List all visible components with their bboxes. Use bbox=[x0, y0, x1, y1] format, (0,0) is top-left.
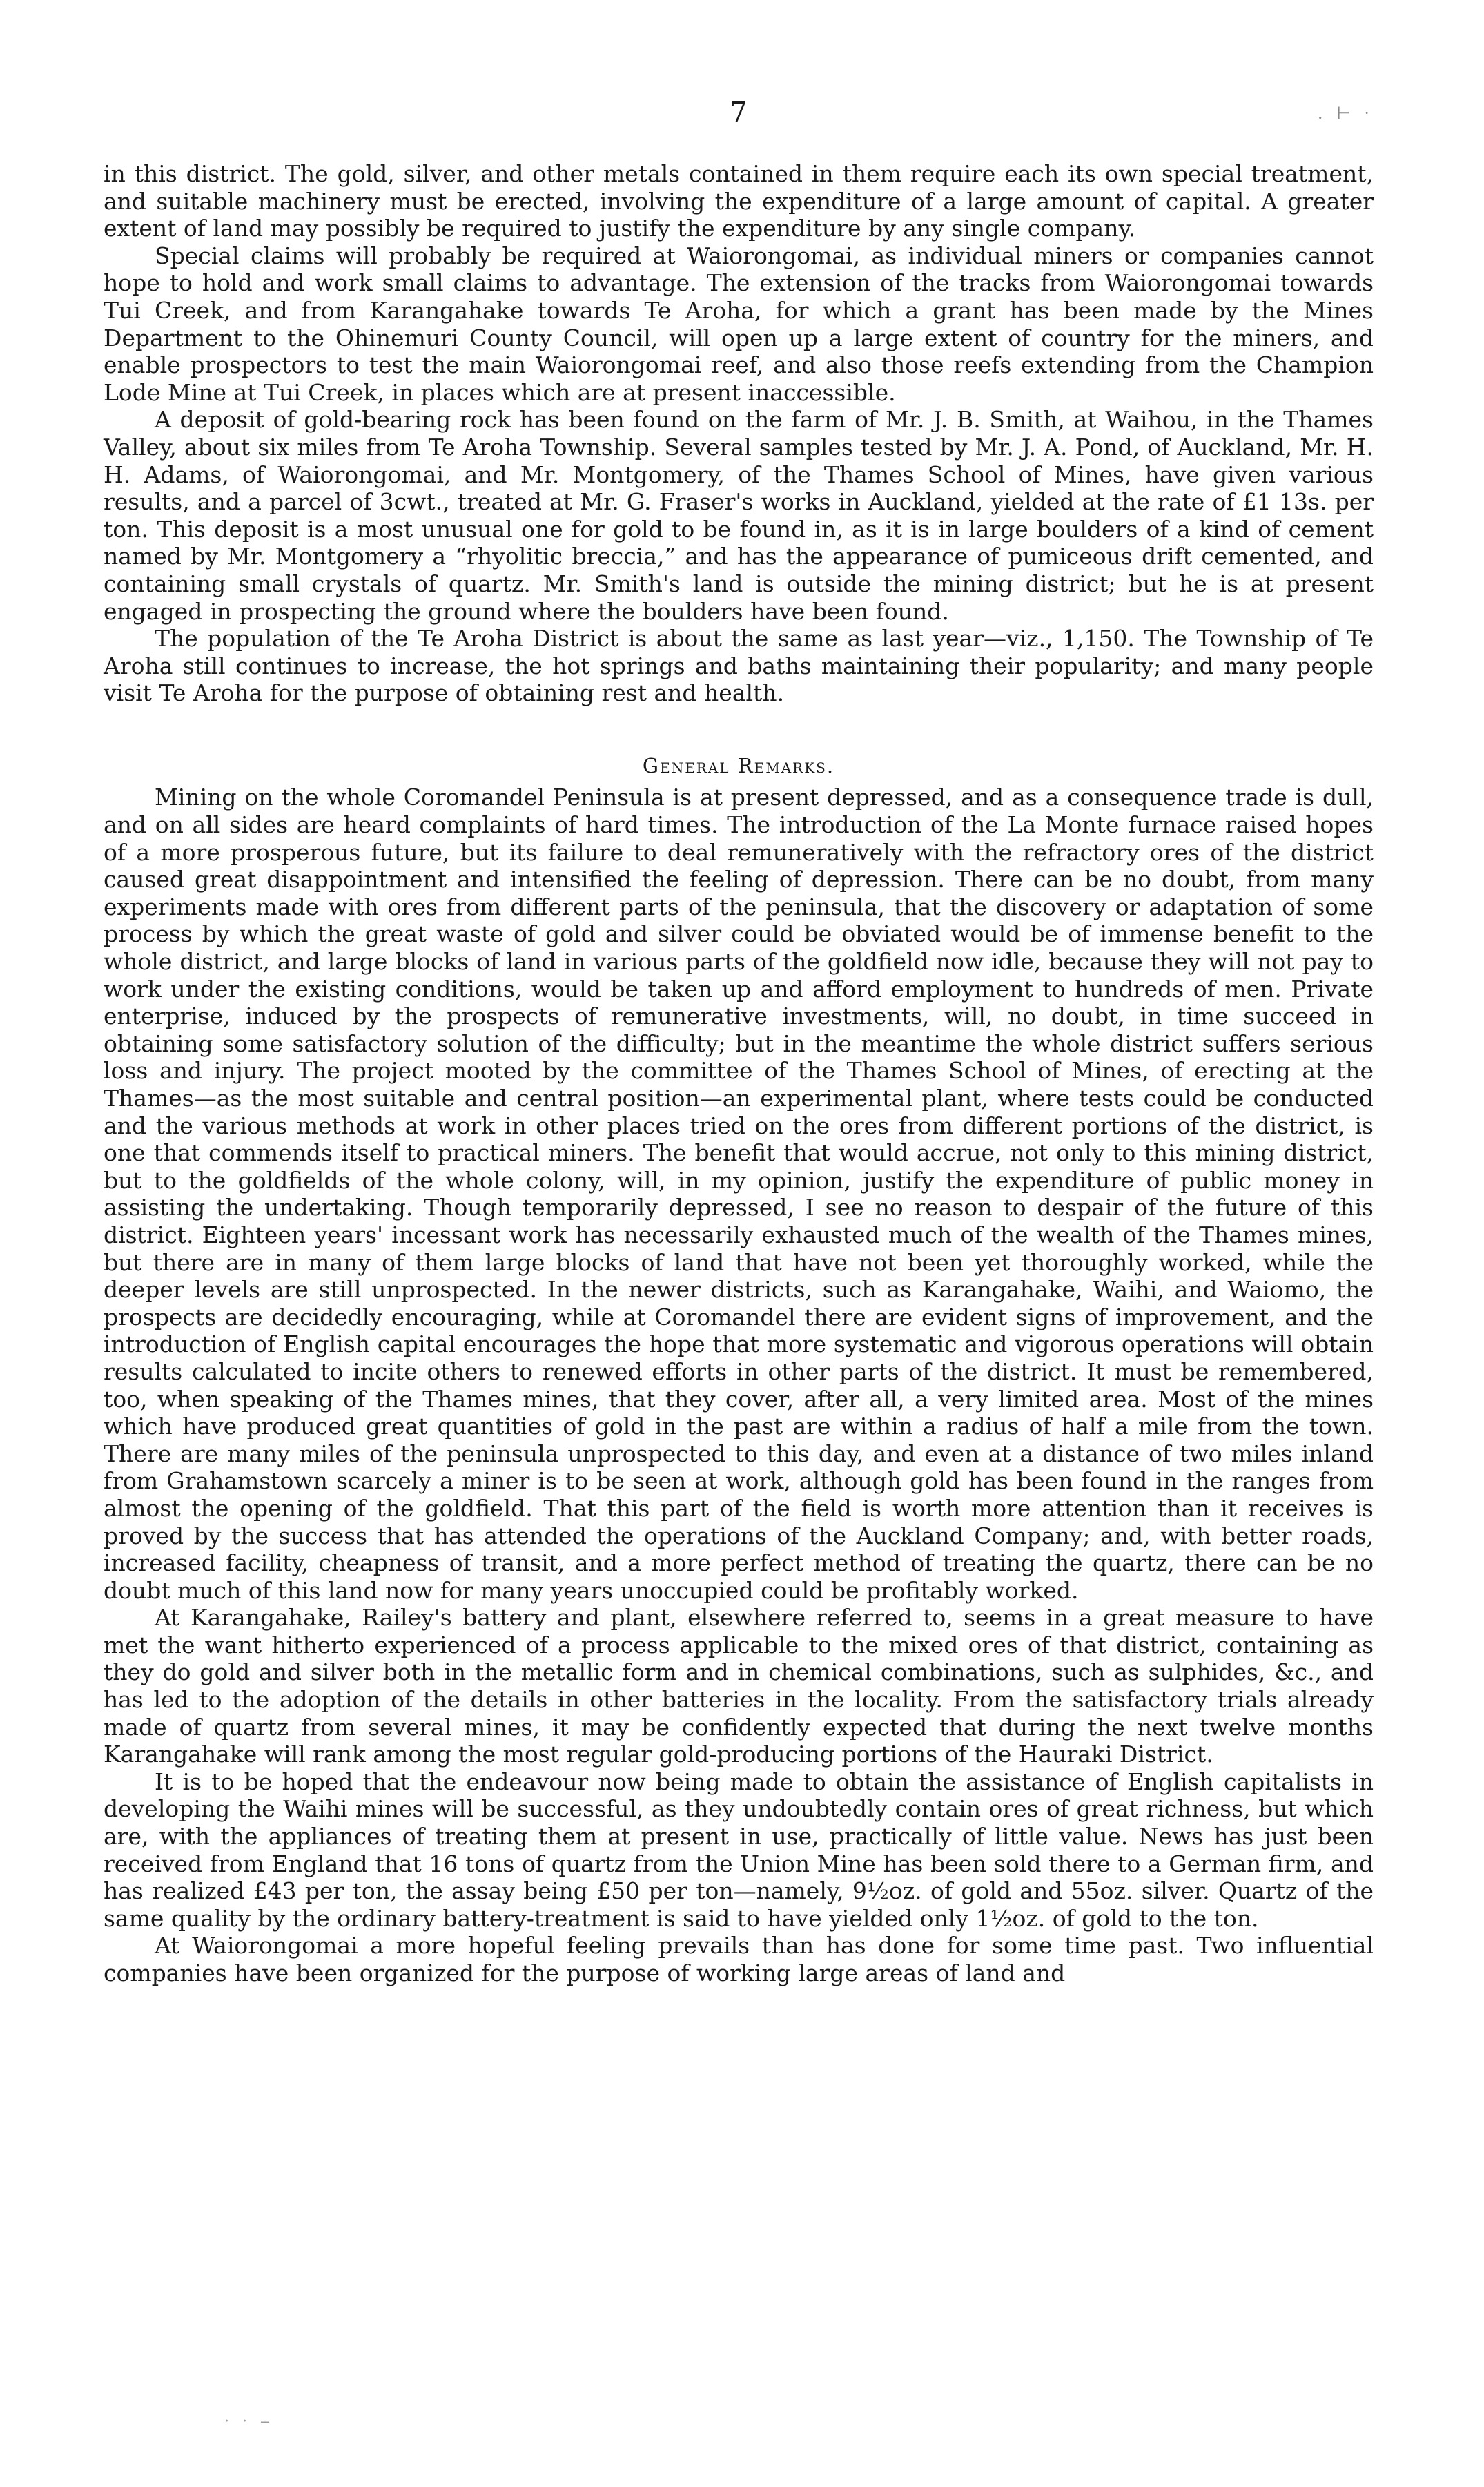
paragraph-special-claims: Special claims will probably be required at Waiorongomai, as individual miners or companies cannot hope to hold and work small claims to advantage. The extension of the tracks from Waiorongomai towards Tui Creek, and from Karangahake towards Te Aroha, for which a grant has been made by the Mines Department to the Ohinemuri County Council, will open up a large extent of country for the miners, and enable prospectors to test the main Waiorongomai reef, and also those reefs extending from the Champion Lode Mine at Tui Creek, in places which are at present inaccessible. bbox=[104, 242, 1374, 406]
paragraph-continued: in this district. The gold, silver, and other metals contained in them require each its own special treatment, and suitable machinery must be erected, involving the expenditure of a large amount of capital. A greater extent of land may possibly be required to justify the expenditure by any single company. bbox=[104, 160, 1374, 242]
paragraph-population: The population of the Te Aroha District is about the same as last year—viz., 1,150. The Township of Te Aroha still continues to increase, the hot springs and baths maintaining their popularity; and many people visit Te Aroha for the purpose of obtaining rest and health. bbox=[104, 625, 1374, 707]
section-heading: General Remarks. bbox=[642, 753, 835, 777]
paragraph-karangahake: At Karangahake, Railey's battery and plant, elsewhere referred to, seems in a great measure to have met the want hitherto experienced of a process applicable to the mixed ores of that district, containing as they do gold and silver both in the metallic form and in chemical combinations, such as sulphides, &c., and has led to the adoption of the details in other batteries in the locality. From the satisfactory trials already made of quartz from several mines, it may be confidently expected that during the next twelve months Karangahake will rank among the most regular gold-producing portions of the Hauraki District. bbox=[104, 1604, 1374, 1768]
corner-mark: . ⊢ · bbox=[1317, 104, 1374, 123]
bottom-mark: · · ‒ bbox=[224, 2413, 274, 2430]
paragraph-waiorongomai: At Waiorongomai a more hopeful feeling prevails than has done for some time past. Two influential companies have been organized for the purpose of working large areas of land and bbox=[104, 1932, 1374, 1986]
document-body bbox=[104, 160, 1374, 1987]
paragraph-mining-depressed: Mining on the whole Coromandel Peninsula is at present depressed, and as a consequence trade is dull, and on all sides are heard complaints of hard times. The introduction of the La Monte furnace raised hopes of a more prosperous future, but its failure to deal remuneratively with the refractory ores of the district caused great disappointment and intensified the feeling of depression. There can be no doubt, from many experiments made with ores from different parts of the peninsula, that the discovery or adaptation of some process by which the great waste of gold and silver could be obviated would be of immense benefit to the whole district, and large blocks of land in various parts of the goldfield now idle, because they will not pay to work under the existing conditions, would be taken up and afford employment to hundreds of men. Private enterprise, induced by the prospects of remunerative investments, will, no doubt, in time succeed in obtaining some satisfactory solution of the difficulty; but in the meantime the whole district suffers serious loss and injury. The project mooted by the committee of the Thames School of Mines, of erecting at the Thames—as the most suitable and central position—an experimental plant, where tests could be conducted and the various methods at work in other places tried on the ores from different portions of the district, is one that commends itself to practical miners. The benefit that would accrue, not only to this mining district, but to the goldfields of the whole colony, will, in my opinion, justify the expenditure of public money in assisting the undertaking. Though temporarily depressed, I see no reason to despair of the future of this district. Eighteen years' incessant work has necessarily exhausted much of the wealth of the Thames mines, but there are in many of them large blocks of land that have not been yet thoroughly worked, while the deeper levels are still unprospected. In the newer districts, such as Karangahake, Waihi, and Waiomo, the prospects are decidedly encouraging, while at Coromandel there are evident signs of improvement, and the introduction of English capital encourages the hope that more systematic and vigorous operations will obtain results calculated to incite others to renewed efforts in other parts of the district. It must be remembered, too, when speaking of the Thames mines, that they cover, after all, a very limited area. Most of the mines which have produced great quantities of gold in the past are within a radius of half a mile from the town. There are many miles of the peninsula unprospected to this day, and even at a distance of two miles inland from Grahamstown scarcely a miner is to be seen at work, although gold has been found in the ranges from almost the opening of the goldfield. That this part of the field is worth more attention than it receives is proved by the success that has attended the operations of the Auckland Company; and, with better roads, increased facility, cheapness of transit, and a more perfect method of treating the quartz, there can be no doubt much of this land now for many years unoccupied could be profitably worked. bbox=[104, 784, 1374, 1604]
paragraph-waihi: It is to be hoped that the endeavour now being made to obtain the assistance of English capitalists in developing the Waihi mines will be successful, as they undoubtedly contain ores of great richness, but which are, with the appliances of treating them at present in use, practically of little value. News has just been received from England that 16 tons of quartz from the Union Mine has been sold there to a German firm, and has realized £43 per ton, the assay being £50 per ton—namely, 9½oz. of gold and 55oz. silver. Quartz of the same quality by the ordinary battery-treatment is said to have yielded only 1½oz. of gold to the ton. bbox=[104, 1768, 1374, 1932]
paragraph-gold-deposit: A deposit of gold-bearing rock has been found on the farm of Mr. J. B. Smith, at Waihou, in the Thames Valley, about six miles from Te Aroha Township. Several samples tested by Mr. J. A. Pond, of Auckland, Mr. H. H. Adams, of Waiorongomai, and Mr. Montgomery, of the Thames School of Mines, have given various results, and a parcel of 3cwt., treated at Mr. G. Fraser's works in Auckland, yielded at the rate of £1 13s. per ton. This deposit is a most unusual one for gold to be found in, as it is in large boulders of a kind of cement named by Mr. Montgomery a “rhyolitic breccia,” and has the appearance of pumiceous drift cemented, and containing small crystals of quartz. Mr. Smith's land is outside the mining district; but he is at present engaged in prospecting the ground where the boulders have been found. bbox=[104, 406, 1374, 625]
document-page bbox=[104, 0, 1374, 2487]
page-number: 7 bbox=[730, 97, 748, 128]
